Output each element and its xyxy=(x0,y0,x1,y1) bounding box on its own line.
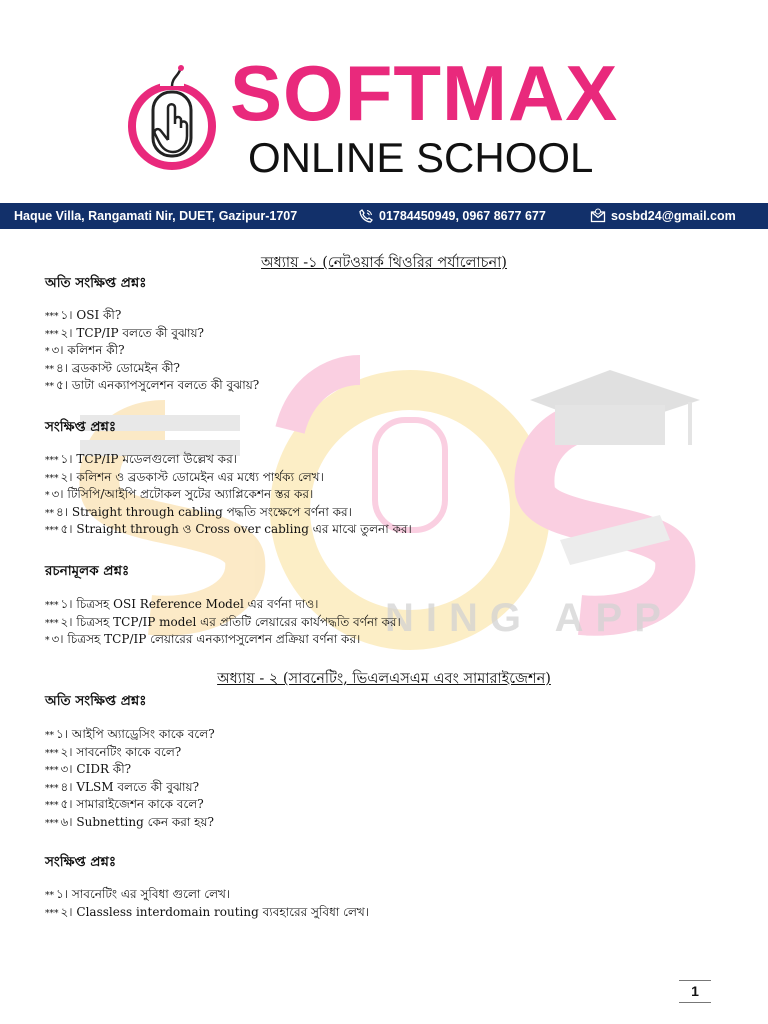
chapter-2-very-short-list xyxy=(45,726,215,832)
list-item: * ৩। কলিশন কী? xyxy=(45,343,125,358)
list-item: *** ১। OSI কী? xyxy=(45,308,122,322)
watermark-text: NING APP xyxy=(385,596,673,640)
email-item xyxy=(590,203,736,229)
list-item: *** ৪। VLSM বলতে কী বুঝায়? xyxy=(45,779,199,794)
chapter-1-essay-title: রচনামূলক প্রশ্নঃ xyxy=(45,563,130,579)
list-item: *** ১। চিত্রসহ OSI Reference Model এর বর্ণনা দাও। xyxy=(45,597,319,611)
list-item: * ৩। চিত্রসহ TCP/IP লেয়ারের এনক্যাপসুলেশন প্রক্রিয়া বর্ণনা কর। xyxy=(45,632,361,647)
list-item: ** ৪। Straight through cabling পদ্ধতি সংক্ষেপে বর্ণনা কর। xyxy=(45,504,352,519)
list-item: ** ৪। ব্রডকাস্ট ডোমেইন কী? xyxy=(45,360,180,375)
page-number: 1 xyxy=(691,983,699,999)
page-number-bottom-rule xyxy=(679,1002,711,1003)
chapter-2-title: অধ্যায় - ২ (সাবনেটিং, ভিএলএসএম এবং সামারাইজেশন) xyxy=(217,671,551,687)
list-item: ** ৫। ডাটা এনক্যাপসুলেশন বলতে কী বুঝায়? xyxy=(45,378,260,393)
chapter-2-short-list xyxy=(45,886,369,921)
contact-bar xyxy=(0,203,768,229)
chapter-1-short-title: সংক্ষিপ্ত প্রশ্নঃ xyxy=(45,419,117,435)
brand-title: SOFTMAX xyxy=(230,49,619,137)
list-item: ** ১। সাবনেটিং এর সুবিধা গুলো লেখ। xyxy=(45,887,231,901)
list-item: *** ৬। Subnetting কেন করা হয়? xyxy=(45,814,214,829)
list-item: *** ২। Classless interdomain routing ব্যবহারের সুবিধা লেখ। xyxy=(45,904,370,919)
phone-item xyxy=(358,203,546,229)
list-item: *** ১। TCP/IP মডেলগুলো উল্লেখ কর। xyxy=(45,452,237,466)
list-item: *** ২। সাবনেটিং কাকে বলে? xyxy=(45,744,182,759)
list-item: *** ৩। CIDR কী? xyxy=(45,762,132,777)
phone-text: 01784450949, 0967 8677 677 xyxy=(379,209,546,223)
list-item: *** ২। TCP/IP বলতে কী বুঝায়? xyxy=(45,325,204,340)
chapter-1-essay-list xyxy=(45,596,401,649)
list-item: * ৩। টিসিপি/আইপি প্রটোকল সুটের অ্যাপ্লিকেশন স্তর কর। xyxy=(45,487,314,502)
chapter-1-short-list xyxy=(45,451,412,539)
address-text: Haque Villa, Rangamati Nir, DUET, Gazipur-1707 xyxy=(14,209,298,223)
chapter-1-title: অধ্যায় -১ (নেটওয়ার্ক থিওরির পর্যালোচনা) xyxy=(261,255,507,271)
list-item: ** ১। আইপি অ্যাড্রেসিং কাকে বলে? xyxy=(45,727,215,741)
list-item: *** ৫। সামারাইজেশন কাকে বলে? xyxy=(45,797,204,812)
page-number-top-rule xyxy=(679,980,711,981)
brand-subtitle: ONLINE SCHOOL xyxy=(248,134,594,181)
chapter-1-very-short-list xyxy=(45,307,259,395)
chapter-2-very-short-title: অতি সংক্ষিপ্ত প্রশ্নঃ xyxy=(45,693,147,709)
list-item: *** ২। কলিশন ও ব্রডকাস্ট ডোমেইন এর মধ্যে পার্থক্য লেখ। xyxy=(45,469,324,484)
mouse-hand-logo-icon xyxy=(126,62,218,172)
address-item xyxy=(14,203,297,229)
chapter-1-very-short-title: অতি সংক্ষিপ্ত প্রশ্নঃ xyxy=(45,275,147,291)
list-item: *** ৫। Straight through ও Cross over cabling এর মাঝে তুলনা কর। xyxy=(45,522,412,537)
phone-icon xyxy=(358,208,374,224)
chapter-2-short-title: সংক্ষিপ্ত প্রশ্নঃ xyxy=(45,854,117,870)
email-text: sosbd24@gmail.com xyxy=(611,209,736,223)
envelope-icon xyxy=(590,208,606,224)
list-item: *** ২। চিত্রসহ TCP/IP model এর প্রতিটি লেয়ারের কার্যপদ্ধতি বর্ণনা কর। xyxy=(45,614,401,629)
